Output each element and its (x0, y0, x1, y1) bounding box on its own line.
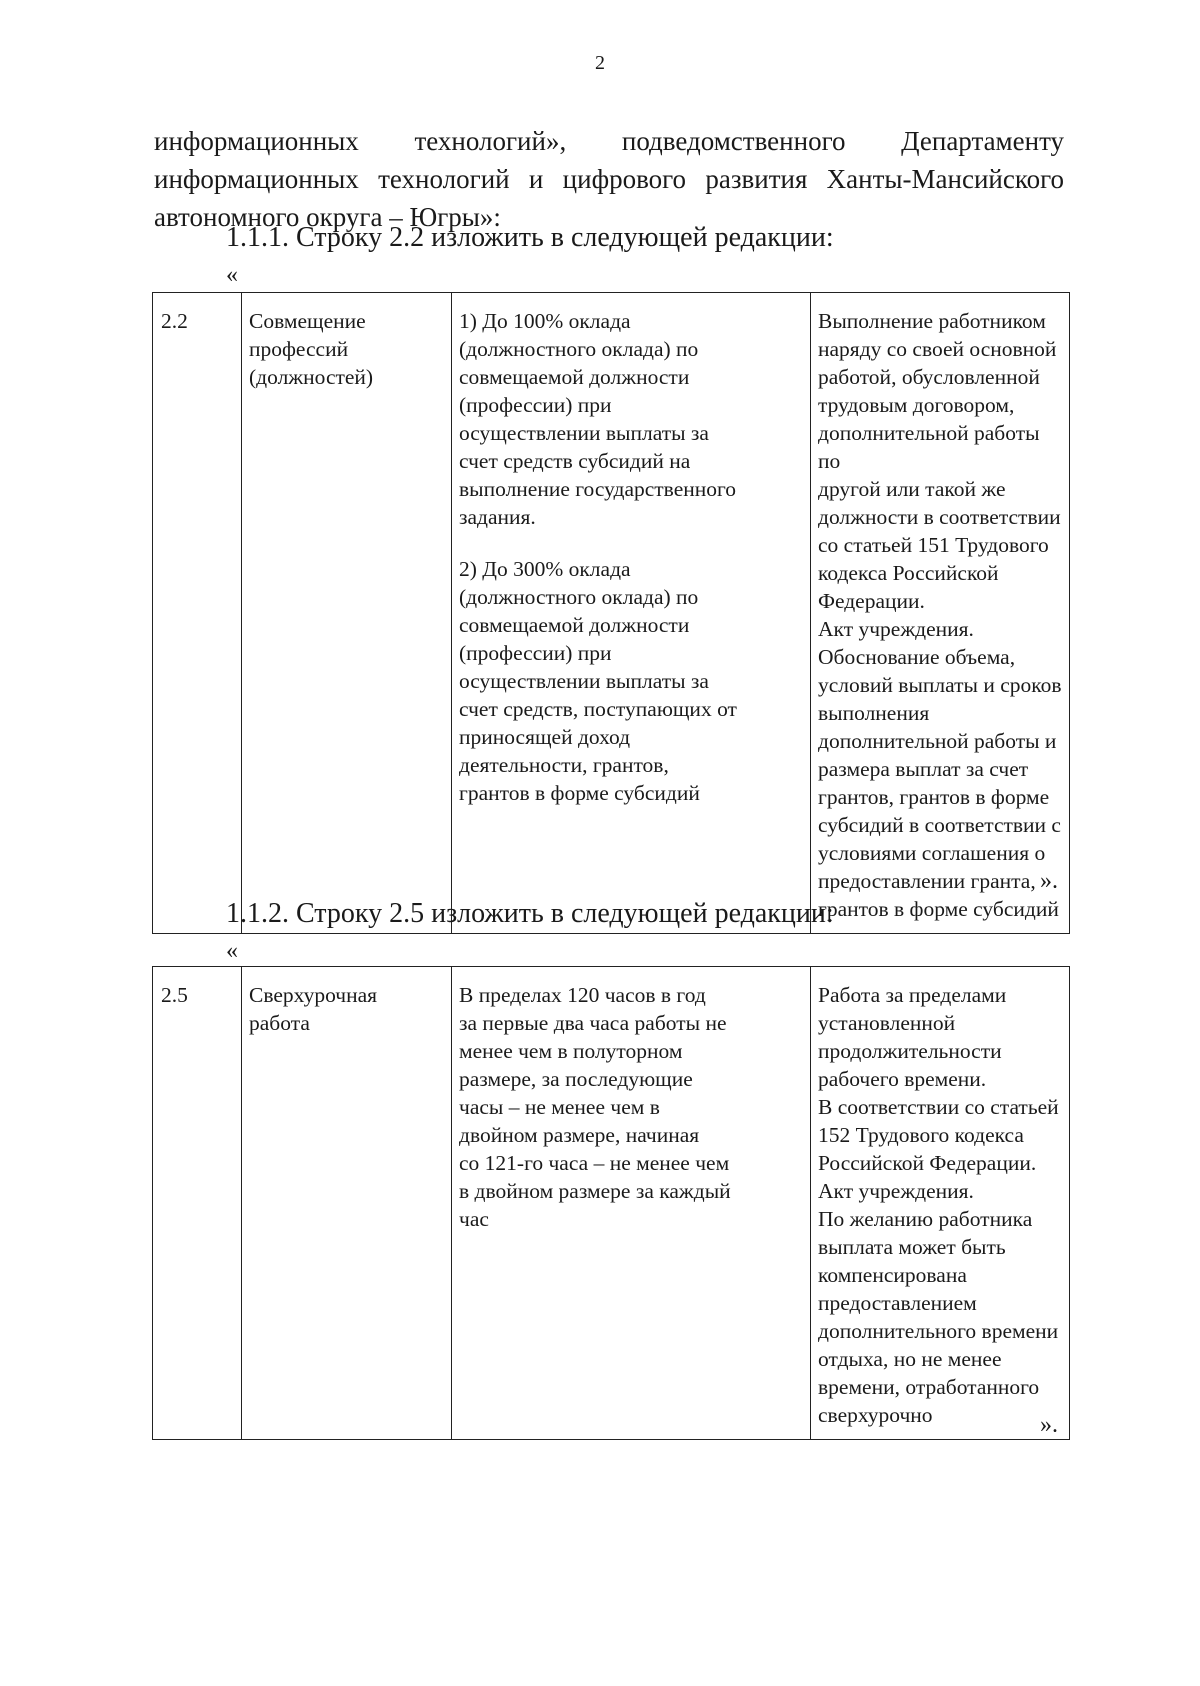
payment-name-cell (242, 967, 452, 1440)
intro-word: Департаменту (901, 126, 1065, 156)
intro-paragraph (154, 122, 1064, 236)
payment-conditions-cell (811, 293, 1070, 934)
row-number-cell (153, 293, 242, 934)
payment-conditions-cell (811, 967, 1070, 1440)
row-number: 2.2 (161, 309, 188, 333)
row-number-cell (153, 967, 242, 1440)
table-row (153, 967, 1070, 1440)
intro-word: информационных (154, 126, 359, 156)
instruction-row-2-5: 1.1.2. Строку 2.5 изложить в следующей редакции: (226, 898, 834, 929)
table-row (153, 293, 1070, 934)
amendment-table-2-5 (152, 966, 1070, 1440)
instruction-row-2-2: 1.1.1. Строку 2.2 изложить в следующей редакции: (226, 222, 834, 253)
closing-quote: ». (1040, 868, 1058, 894)
payment-conditions: Выполнение работником наряду со своей основной работой, обусловленной трудовым договором, дополнительной работы по другой или такой же должности в соответствии со статьей 151 Трудового кодекса Российской Федерации. Акт учреждения. Обоснование объема, условий выплаты и сроков выполнения дополнительной работы и размера выплат за счет грантов, грантов в форме субсидий в соответствии с условиями соглашения о предоставлении гранта, грантов в форме субсидий (818, 309, 1062, 921)
payment-amount-2: 2) До 300% оклада (должностного оклада) по совмещаемой должности (профессии) при осуществлении выплаты за счет средств, поступающих от приносящей доход деятельности, грантов, грантов в форме субсидий (459, 557, 737, 805)
payment-amount-cell (452, 967, 811, 1440)
row-number: 2.5 (161, 983, 188, 1007)
payment-name: Сверхурочная работа (249, 983, 378, 1035)
intro-word: подведомственного (621, 126, 846, 156)
amendment-table-2-2 (152, 292, 1070, 934)
page-number: 2 (595, 52, 605, 74)
payment-name: Совмещение профессий (должностей) (249, 309, 374, 389)
opening-quote: « (226, 938, 238, 964)
intro-line-1 (154, 122, 1064, 160)
intro-rest: информационных технологий и цифрового развития Ханты-Мансийского автономного округа – Югры»: (154, 164, 1064, 232)
payment-amount-cell (452, 293, 811, 934)
opening-quote: « (226, 262, 238, 288)
intro-word: технологий», (414, 126, 567, 156)
closing-quote: ». (1040, 1412, 1058, 1438)
payment-amount-1: 1) До 100% оклада (должностного оклада) по совмещаемой должности (профессии) при осуществлении выплаты за счет средств субсидий на выполнение государственного задания. (459, 309, 737, 529)
payment-name-cell (242, 293, 452, 934)
payment-amount: В пределах 120 часов в год за первые два часа работы не менее чем в полуторном размере, за последующие часы – не менее чем в двойном размере, начиная со 121-го часа – не менее чем в двойном размере за каждый час (459, 983, 731, 1231)
payment-conditions: Работа за пределами установленной продолжительности рабочего времени. В соответствии со статьей 152 Трудового кодекса Российской Федерации. Акт учреждения. По желанию работника выплата может быть компенсирована предоставлением дополнительного времени отдыха, но не менее времени, отработанного сверхурочно (818, 983, 1059, 1427)
